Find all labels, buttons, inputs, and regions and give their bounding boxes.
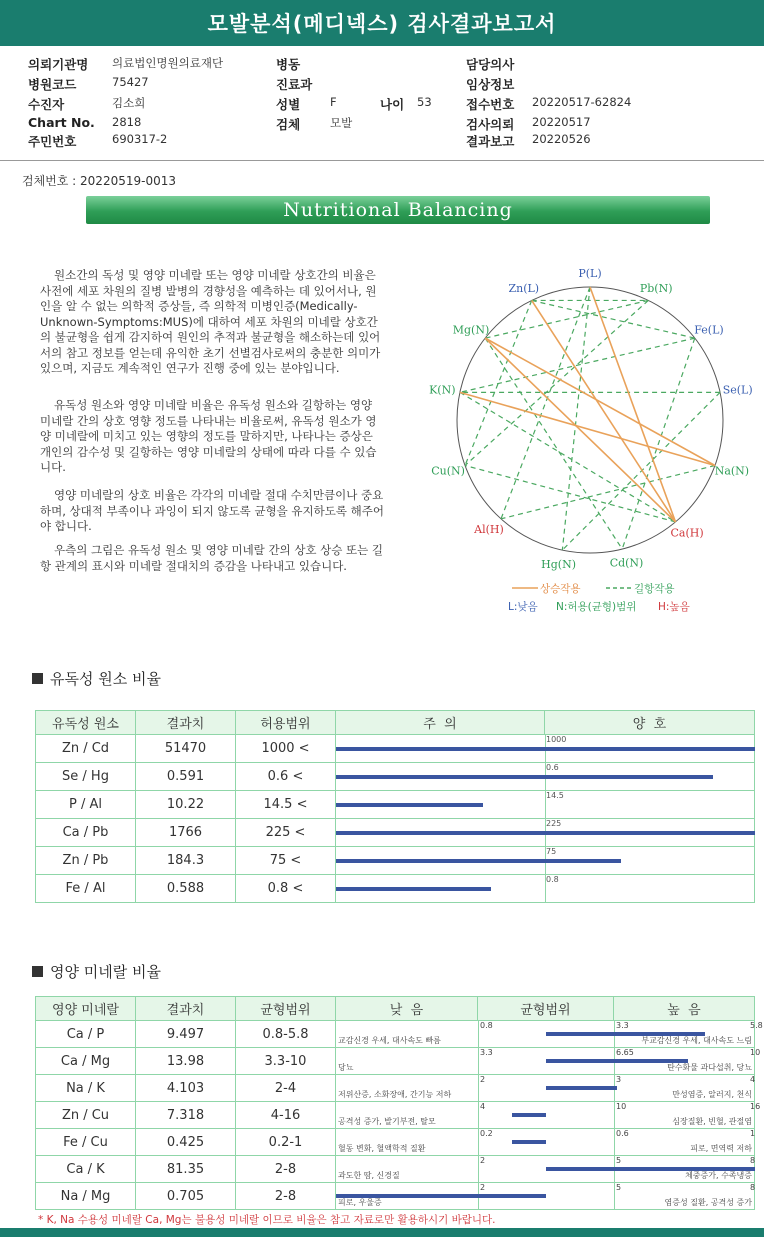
toxic-bar-cell — [336, 847, 755, 875]
nutrient-low-text: 당뇨 — [338, 1063, 354, 1072]
toxic-result-bar — [336, 803, 483, 807]
nutrient-ratio-table — [35, 996, 763, 1210]
wheel-node-label: Hg(N) — [541, 557, 577, 571]
header-divider — [0, 160, 764, 161]
legend-high-label: H:높음 — [658, 601, 690, 613]
description-paragraph-2: 유독성 원소와 영양 미네랄 비율은 유독성 원소와 길항하는 영양 미네랄 간의 상호 영향 정도를 나타내는 비율로써, 유독성 원소가 영양 미네랄에 미치고 있는 영향의 정도를 말하지만, 나타나는 증상은 개인의 감수성 및 길항하는 영양 미네랄의 상태에 따라 다를 수 있습니다. — [40, 398, 377, 474]
toxic-result-bar — [336, 831, 755, 835]
nutrient-result-bar — [336, 1194, 546, 1198]
nutrient-low-text: 피로, 우울증 — [338, 1198, 382, 1207]
wheel-node-label: Cu(N) — [431, 464, 465, 478]
table-row — [36, 1129, 755, 1156]
nutrient-range-cell: 2-8 — [236, 1183, 336, 1210]
nutrient-ratio-cell: Na / K — [36, 1075, 136, 1102]
nutrient-threshold-label: 2 — [480, 1156, 486, 1165]
nutrient-threshold-label: 10 — [616, 1102, 627, 1111]
patient-label: 의뢰기관명 — [28, 57, 89, 72]
patient-label: 결과보고 — [466, 134, 515, 149]
toxic-ratio-cell: Fe / Al — [36, 875, 136, 903]
nutrient-low-text: 과도한 땀, 신경질 — [338, 1171, 400, 1180]
nutrient-result-bar — [512, 1113, 546, 1117]
nutrient-high-text: 체중증가, 수족냉증 — [685, 1171, 752, 1180]
interaction-wheel — [420, 260, 764, 620]
toxic-ratio-cell: Ca / Pb — [36, 819, 136, 847]
wheel-circle — [457, 287, 723, 553]
toxic-section-label: 유독성 원소 비율 — [50, 670, 161, 688]
nutrient-threshold-label: 3.3 — [616, 1021, 629, 1030]
table-row — [36, 1102, 755, 1129]
nutrient-threshold-label: 2 — [480, 1075, 486, 1084]
toxic-header-range: 허용범위 — [236, 711, 336, 735]
nutrient-header-high: 높 음 — [614, 997, 755, 1021]
antagonism-line — [501, 465, 715, 518]
patient-value: 2818 — [112, 115, 142, 129]
toxic-threshold-label: 75 — [546, 847, 557, 856]
patient-label: 검사의뢰 — [466, 117, 515, 132]
wheel-node-label: Ca(H) — [670, 526, 704, 540]
nutrient-low-text: 저위산증, 소화장애, 간기능 저하 — [338, 1090, 452, 1099]
description-paragraph-3: 영양 미네랄의 상호 비율은 각각의 미네랄 절대 수치만큼이나 중요하며, 상대적 부족이나 과잉이 되지 않도록 균형을 유지하도록 해주어야 합니다. — [40, 488, 384, 533]
nutrient-threshold-label: 6.65 — [616, 1048, 634, 1057]
nutrient-high-text: 피로, 면역력 저하 — [690, 1144, 752, 1153]
toxic-range-cell: 0.8 < — [236, 875, 336, 903]
nutrient-threshold-label: 4 — [750, 1075, 756, 1084]
nutrient-high-text: 만성염증, 알러지, 천식 — [672, 1090, 752, 1099]
table-row — [36, 1183, 755, 1210]
patient-value: 의료법인명원의료재단 — [112, 56, 224, 70]
table-row — [36, 819, 755, 847]
wheel-node-label: Se(L) — [722, 383, 753, 397]
nutrient-threshold-label: 0.2 — [480, 1129, 493, 1138]
specimen-number: 검체번호 : 20220519-0013 — [22, 174, 176, 188]
patient-label: 담당의사 — [466, 57, 515, 72]
patient-label: Chart No. — [28, 115, 95, 130]
nutrient-ratio-cell: Ca / K — [36, 1156, 136, 1183]
patient-value: 20220517 — [532, 115, 591, 129]
nutrient-threshold-label: 3.3 — [480, 1048, 493, 1057]
nutrient-threshold-label: 8 — [750, 1156, 756, 1165]
nutrient-divider — [478, 1048, 479, 1074]
synergy-line — [485, 338, 675, 522]
toxic-range-cell: 75 < — [236, 847, 336, 875]
nutrient-divider — [478, 1156, 479, 1182]
nutrient-high-text: 심장질환, 빈혈, 관절염 — [672, 1117, 752, 1126]
toxic-result-cell: 51470 — [136, 735, 236, 763]
wheel-node-label: K(N) — [429, 383, 456, 397]
antagonism-line — [485, 338, 622, 549]
toxic-threshold-label: 0.8 — [546, 875, 559, 884]
patient-label: 수진자 — [28, 97, 65, 112]
toxic-threshold-label: 1000 — [546, 735, 567, 744]
toxic-ratio-cell: Zn / Pb — [36, 847, 136, 875]
nutrient-result-bar — [546, 1086, 617, 1090]
nutrient-result-bar — [546, 1032, 705, 1036]
nutrient-divider — [478, 1021, 479, 1047]
antagonism-line — [562, 287, 590, 550]
toxic-ratio-cell: Zn / Cd — [36, 735, 136, 763]
toxic-result-cell: 1766 — [136, 819, 236, 847]
nutrient-low-text: 교감신경 우세, 대사속도 빠름 — [338, 1036, 441, 1045]
toxic-result-cell: 10.22 — [136, 791, 236, 819]
toxic-bar-cell — [336, 791, 755, 819]
patient-value: 75427 — [112, 75, 149, 89]
nutrient-header-balance: 균형범위 — [478, 997, 614, 1021]
nutrient-bar-cell — [336, 1075, 755, 1102]
nutrient-threshold-label: 5.8 — [750, 1021, 763, 1030]
nutrient-divider — [478, 1129, 479, 1155]
legend-low-label: L:낮음 — [508, 601, 538, 613]
nutrient-range-cell: 4-16 — [236, 1102, 336, 1129]
nutrient-divider — [614, 1102, 615, 1128]
nutrient-result-cell: 9.497 — [136, 1021, 236, 1048]
toxic-ratio-cell: Se / Hg — [36, 763, 136, 791]
nutrient-range-cell: 3.3-10 — [236, 1048, 336, 1075]
nutrient-result-cell: 81.35 — [136, 1156, 236, 1183]
nutrient-header-range: 균형범위 — [236, 997, 336, 1021]
table-row — [36, 1075, 755, 1102]
toxic-threshold-label: 225 — [546, 819, 562, 828]
patient-label: 임상정보 — [466, 77, 515, 92]
nutrient-ratio-cell: Ca / P — [36, 1021, 136, 1048]
toxic-result-bar — [336, 887, 491, 891]
nutrient-section-title — [32, 961, 161, 982]
toxic-header-good: 양 호 — [545, 711, 755, 735]
nutrient-bar-cell — [336, 1129, 755, 1156]
nutrient-result-cell: 7.318 — [136, 1102, 236, 1129]
nutrient-divider — [614, 1129, 615, 1155]
age-label: 나이 — [380, 97, 405, 112]
nutrient-threshold-label: 5 — [616, 1156, 622, 1165]
nutrient-header-low: 낮 음 — [336, 997, 478, 1021]
nutrient-header-result: 결과치 — [136, 997, 236, 1021]
section-banner-title: Nutritional Balancing — [283, 199, 513, 221]
toxic-header-result: 결과치 — [136, 711, 236, 735]
table-row — [36, 735, 755, 763]
toxic-divider — [545, 791, 546, 818]
nutrient-divider — [478, 1075, 479, 1101]
nutrient-range-cell: 2-8 — [236, 1156, 336, 1183]
nutrient-ratio-cell: Zn / Cu — [36, 1102, 136, 1129]
wheel-node-label: Mg(N) — [452, 323, 490, 337]
patient-label: 성별 — [276, 97, 301, 112]
synergy-line — [590, 287, 675, 522]
toxic-header-caution: 주 의 — [336, 711, 545, 735]
nutrient-divider — [478, 1102, 479, 1128]
toxic-ratio-table — [35, 710, 755, 903]
toxic-result-cell: 0.588 — [136, 875, 236, 903]
table-row — [36, 1048, 755, 1075]
wheel-node-label: Na(N) — [714, 464, 750, 478]
wheel-node-label: Cd(N) — [609, 556, 644, 570]
toxic-threshold-label: 0.6 — [546, 763, 559, 772]
nutrient-divider — [614, 1183, 615, 1209]
toxic-bar-cell — [336, 763, 755, 791]
nutrient-threshold-label: 2 — [480, 1183, 486, 1192]
bottom-bar — [0, 1228, 764, 1237]
nutrient-result-cell: 13.98 — [136, 1048, 236, 1075]
antagonism-line — [465, 300, 648, 465]
toxic-threshold-label: 14.5 — [546, 791, 564, 800]
table-row — [36, 875, 755, 903]
wheel-node-label: Al(H) — [474, 523, 504, 537]
legend-normal-label: N:허용(균형)범위 — [556, 601, 637, 613]
nutrient-threshold-label: 4 — [480, 1102, 486, 1111]
nutrient-bar-cell — [336, 1156, 755, 1183]
toxic-result-cell: 0.591 — [136, 763, 236, 791]
wheel-node-label: Fe(L) — [694, 323, 724, 337]
nutrient-bar-cell — [336, 1021, 763, 1048]
patient-label: 검체 — [276, 117, 301, 132]
nutrient-threshold-label: 1 — [750, 1129, 756, 1138]
patient-value: F — [330, 95, 337, 109]
nutrient-bar-cell — [336, 1183, 755, 1210]
nutrient-low-text: 공격성 증가, 발기부전, 탈모 — [338, 1117, 436, 1126]
patient-value: 20220517-62824 — [532, 95, 632, 109]
toxic-ratio-cell: P / Al — [36, 791, 136, 819]
nutrient-ratio-cell: Fe / Cu — [36, 1129, 136, 1156]
toxic-section-title — [32, 668, 161, 689]
bullet-square-icon — [32, 966, 43, 977]
wheel-node-label: Zn(L) — [508, 281, 540, 295]
description-paragraph-1: 원소간의 독성 및 영양 미네랄 또는 영양 미네랄 상호간의 비율은 사전에 세포 차원의 질병 발병의 경향성을 예측하는 데 있어서나, 원인을 알 수 없는 의학적 증상들, 즉 의학적 미병인증(Medically-Unknown-Symptoms:MUS)에 대하여 세포 차원의 미네랄 상호간의 불균형을 쉽게 감지하여 원인의 추적과 불균형을 해소하는데 있어서의 참고 정보를 얻는데 유익한 초기 선별검사로써의 충분한 의미가 있으며, 지금도 계속적인 연구가 진행 중에 있는 분야입니다. — [40, 268, 381, 375]
nutrient-threshold-label: 10 — [750, 1048, 761, 1057]
synergy-line — [485, 338, 715, 465]
patient-value: 690317-2 — [112, 132, 168, 146]
toxic-range-cell: 225 < — [236, 819, 336, 847]
nutrient-ratio-cell: Ca / Mg — [36, 1048, 136, 1075]
nutrient-threshold-label: 5 — [616, 1183, 622, 1192]
footnote: * K, Na 수용성 미네랄 Ca, Mg는 불용성 미네랄 이므로 비율은 참고 자료로만 활용하시기 바랍니다. — [38, 1214, 496, 1226]
toxic-range-cell: 1000 < — [236, 735, 336, 763]
toxic-result-bar — [336, 747, 755, 751]
patient-value: 모발 — [330, 116, 353, 130]
nutrient-range-cell: 0.8-5.8 — [236, 1021, 336, 1048]
patient-label: 병원코드 — [28, 77, 77, 92]
nutrient-ratio-cell: Na / Mg — [36, 1183, 136, 1210]
toxic-result-cell: 184.3 — [136, 847, 236, 875]
toxic-range-cell: 14.5 < — [236, 791, 336, 819]
nutrient-threshold-label: 0.8 — [480, 1021, 493, 1030]
antagonism-line — [485, 300, 648, 338]
nutrient-high-text: 염증성 질환, 공격성 증가 — [664, 1198, 752, 1207]
nutrient-result-bar — [546, 1167, 755, 1171]
nutrient-threshold-label: 16 — [750, 1102, 761, 1111]
bullet-square-icon — [32, 673, 43, 684]
toxic-bar-cell — [336, 875, 755, 903]
table-row — [36, 1156, 755, 1183]
legend-antagonism-label: 길항작용 — [634, 583, 675, 595]
nutrient-high-text: 탄수화물 과다섭취, 당뇨 — [667, 1063, 752, 1072]
patient-label: 접수번호 — [466, 97, 515, 112]
nutrient-range-cell: 0.2-1 — [236, 1129, 336, 1156]
patient-label: 주민번호 — [28, 134, 77, 149]
table-row — [36, 791, 755, 819]
legend-synergy-label: 상승작용 — [540, 583, 581, 595]
patient-value: 20220526 — [532, 132, 591, 146]
toxic-divider — [545, 875, 546, 902]
nutrient-low-text: 혈동 변화, 혈액학적 질환 — [338, 1144, 426, 1153]
nutrient-threshold-label: 3 — [616, 1075, 622, 1084]
nutrient-bar-cell — [336, 1102, 761, 1129]
nutrient-threshold-label: 0.6 — [616, 1129, 629, 1138]
toxic-result-bar — [336, 775, 713, 779]
description-paragraph-4: 우측의 그림은 유독성 원소 및 영양 미네랄 간의 상호 상승 또는 길항 관계의 표시와 미네랄 절대치의 증감을 나타내고 있습니다. — [40, 543, 384, 573]
synergy-line — [460, 392, 715, 465]
nutrient-section-label: 영양 미네랄 비율 — [50, 963, 161, 981]
toxic-result-bar — [336, 859, 621, 863]
table-row — [36, 763, 755, 791]
table-row — [36, 1021, 755, 1048]
wheel-node-label: P(L) — [578, 267, 602, 280]
table-row — [36, 847, 755, 875]
nutrient-result-cell: 0.705 — [136, 1183, 236, 1210]
antagonism-line — [460, 338, 695, 392]
toxic-bar-cell — [336, 735, 755, 763]
nutrient-result-bar — [546, 1059, 688, 1063]
nutrient-threshold-label: 8 — [750, 1183, 756, 1192]
antagonism-line — [622, 338, 695, 549]
patient-label: 병동 — [276, 57, 301, 72]
toxic-bar-cell — [336, 819, 755, 847]
nutrient-range-cell: 2-4 — [236, 1075, 336, 1102]
nutrient-result-cell: 4.103 — [136, 1075, 236, 1102]
patient-label: 진료과 — [276, 77, 313, 92]
wheel-node-label: Pb(N) — [639, 281, 673, 295]
toxic-header-ratio: 유독성 원소 — [36, 711, 136, 735]
nutrient-header-ratio: 영양 미네랄 — [36, 997, 136, 1021]
age-value: 53 — [417, 95, 432, 109]
report-title: 모발분석(메디넥스) 검사결과보고서 — [207, 12, 557, 36]
toxic-range-cell: 0.6 < — [236, 763, 336, 791]
nutrient-bar-cell — [336, 1048, 761, 1075]
patient-value: 김소희 — [112, 96, 146, 110]
nutrient-high-text: 부교감신경 우세, 대사속도 느림 — [641, 1036, 752, 1045]
nutrient-result-bar — [512, 1140, 546, 1144]
nutrient-result-cell: 0.425 — [136, 1129, 236, 1156]
